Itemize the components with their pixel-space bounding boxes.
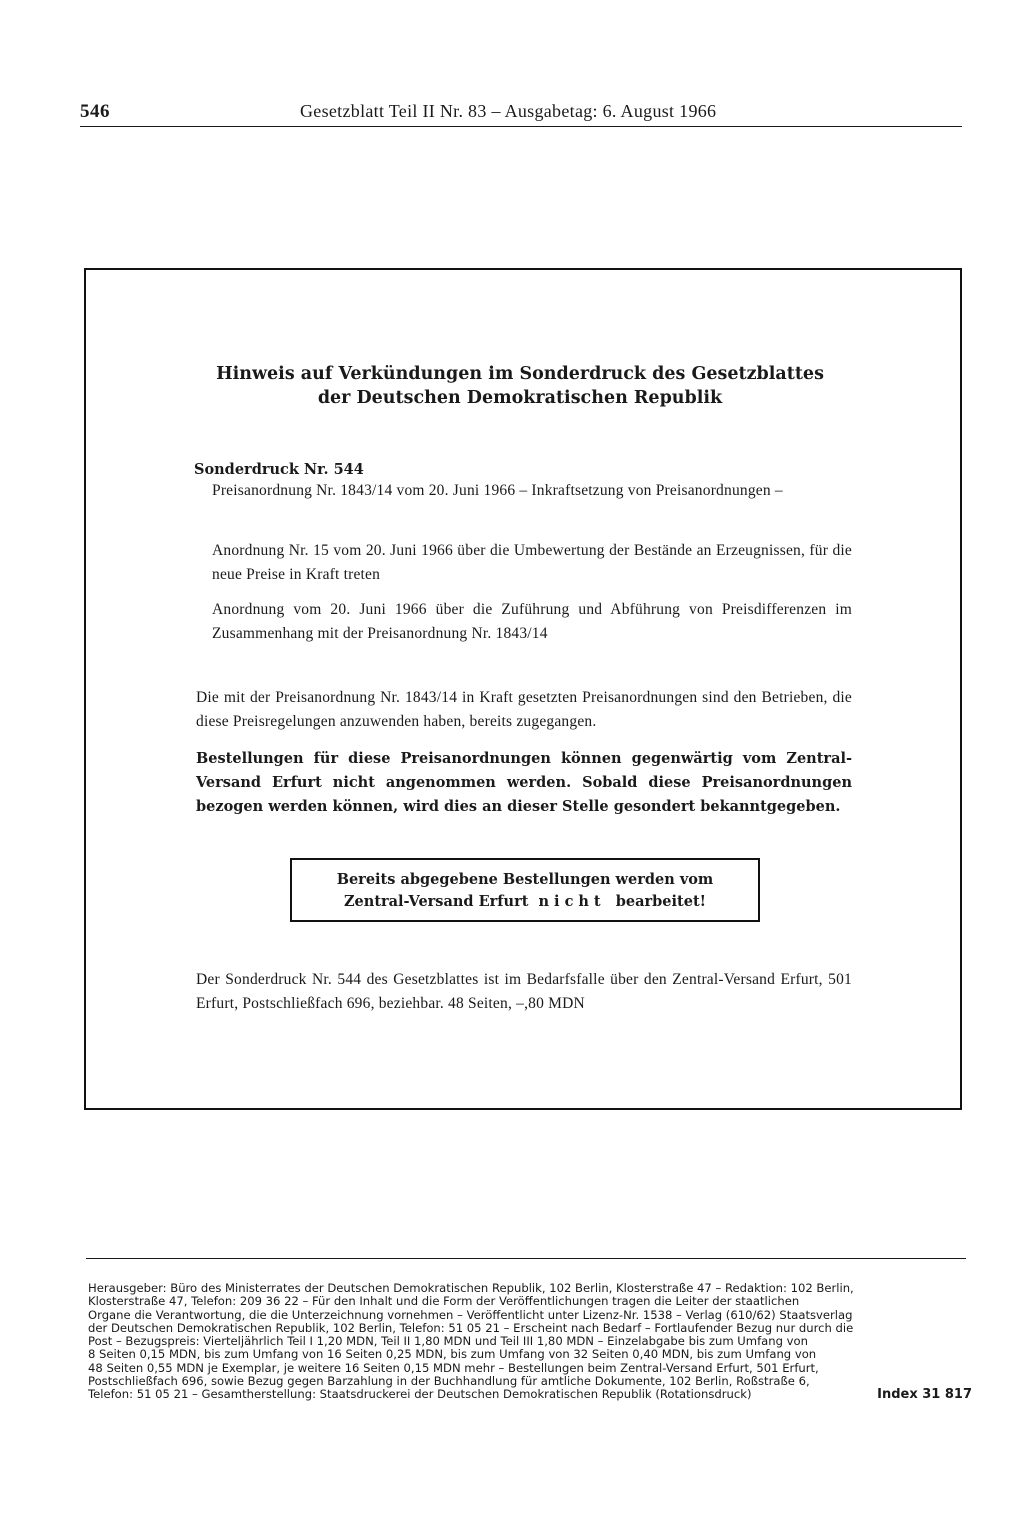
box-line-1: Bereits abgegebene Bestellungen werden vom [336, 871, 714, 888]
notice-title-line-2: der Deutschen Demokratischen Republik [317, 388, 723, 408]
imprint-line: Herausgeber: Büro des Ministerrates der Deutschen Demokratischen Republik, 102 Berlin, Klosterstraße 47 – Redaktion: 102 Berlin, [88, 1282, 854, 1295]
imprint-line: Post – Bezugspreis: Vierteljährlich Teil I 1,20 MDN, Teil II 1,80 MDN und Teil III 1,80 MDN – Einzelabgabe bis zum Umfang von [88, 1335, 808, 1349]
imprint-line: der Deutschen Demokratischen Republik, 102 Berlin, Telefon: 51 05 21 – Erscheint nach Bedarf – Fortlaufender Bezug nur durch die [88, 1321, 854, 1335]
paragraph-bestellungen: Bestellungen für diese Preisanordnungen können gegenwärtig vom Zentral-Versand Erfurt nicht angenommen werden. Sobald diese Preisanordnungen bezogen werden können, wird dies an dieser Stelle gesondert bekanntgegeben. [196, 750, 852, 815]
imprint-line: 48 Seiten 0,55 MDN je Exemplar, je weitere 16 Seiten 0,15 MDN mehr – Bestellungen beim Zentral-Versand Erfurt, 501 Erfurt, [88, 1361, 819, 1375]
imprint [88, 1282, 972, 1402]
entry-preisanordnung: Preisanordnung Nr. 1843/14 vom 20. Juni 1966 – Inkraftsetzung von Preisanordnungen – [212, 482, 783, 499]
imprint-line: Postschließfach 696, sowie Bezug gegen Barzahlung in der Buchhandlung für amtliche Dokumente, 102 Berlin, Roßstraße 6, [88, 1375, 810, 1389]
running-head: Gesetzblatt Teil II Nr. 83 – Ausgabetag: 6. August 1966 [300, 101, 717, 121]
box-line-2-emphasis: nicht [538, 893, 606, 910]
imprint-line: Organe die Verantwortung, die die Unterzeichnung vornehmen – Veröffentlicht unter Lizenz-Nr. 1538 – Verlag (610/62) Staatsverlag [88, 1308, 853, 1322]
sonderdruck-label: Sonderdruck Nr. 544 [194, 461, 364, 478]
notice-title [0, 362, 1024, 410]
box-line-2-start: Zentral-Versand Erfurt [343, 893, 529, 910]
header-rule [80, 126, 962, 127]
paragraph-preisanordnungen-zugegangen: Die mit der Preisanordnung Nr. 1843/14 in Kraft gesetzten Preisanordnungen sind den Betrieben, die diese Preisregelungen anzuwenden haben, bereits zugegangen. [196, 689, 852, 730]
imprint-line: Klosterstraße 47, Telefon: 209 36 22 – Für den Inhalt und die Form der Veröffentlichungen tragen die Leiter der staatlichen [88, 1295, 800, 1309]
paragraph-bezug: Der Sonderdruck Nr. 544 des Gesetzblattes ist im Bedarfsfalle über den Zentral-Versand Erfurt, 501 Erfurt, Postschließfach 696, beziehbar. 48 Seiten, –,80 MDN [196, 971, 852, 1012]
page-number: 546 [80, 101, 110, 122]
bestellungen-notice-box [290, 858, 760, 922]
imprint-printer: Telefon: 51 05 21 – Gesamtherstellung: Staatsdruckerei der Deutschen Demokratischen Republik (Rotationsdruck) [88, 1387, 752, 1402]
imprint-last-line [88, 1388, 972, 1401]
entry-anordnung-preisdifferenzen: Anordnung vom 20. Juni 1966 über die Zuführung und Abführung von Preisdifferenzen im Zusammenhang mit der Preisanordnung Nr. 1843/14 [212, 601, 852, 642]
notice-title-line-1: Hinweis auf Verkündungen im Sonderdruck des Gesetzblattes [216, 364, 824, 384]
imprint-line: 8 Seiten 0,15 MDN, bis zum Umfang von 16 Seiten 0,25 MDN, bis zum Umfang von 32 Seiten 0,40 MDN, bis zum Umfang von [88, 1348, 817, 1362]
index-number: Index 31 817 [877, 1387, 972, 1403]
box-line-2-end: bearbeitet! [615, 893, 707, 910]
box-line-2 [292, 891, 758, 913]
footer-rule [86, 1258, 966, 1259]
entry-anordnung-15: Anordnung Nr. 15 vom 20. Juni 1966 über die Umbewertung der Bestände an Erzeugnissen, für die neue Preise in Kraft treten [212, 542, 852, 583]
